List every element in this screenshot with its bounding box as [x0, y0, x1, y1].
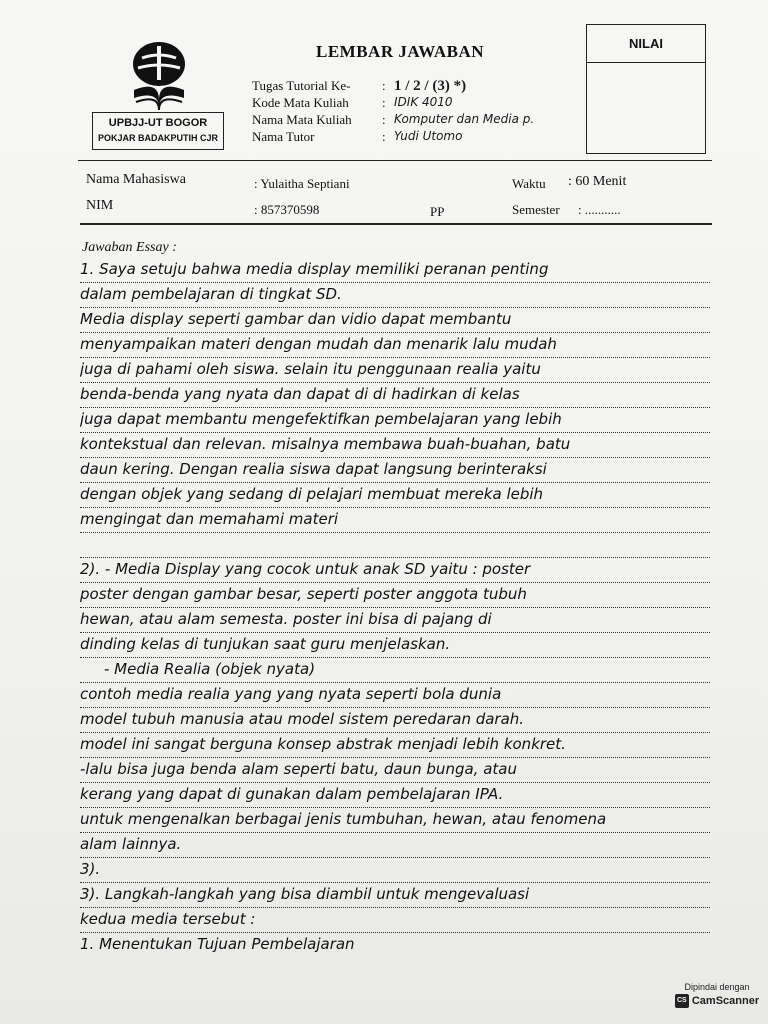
- info-label: Kode Mata Kuliah: [252, 95, 349, 110]
- answer-line: dalam pembelajaran di tingkat SD.: [80, 283, 710, 308]
- info-value: Komputer dan Media p.: [394, 112, 535, 126]
- answer-line: juga dapat membantu mengefektifkan pembelajaran yang lebih: [80, 408, 710, 433]
- camscanner-watermark: [674, 982, 760, 1014]
- student-name-label: Nama Mahasiswa: [86, 172, 186, 187]
- sheet-title: LEMBAR JAWABAN: [316, 42, 485, 61]
- answer-line: 1. Menentukan Tujuan Pembelajaran: [80, 935, 355, 953]
- student-divider: [80, 223, 712, 225]
- answer-line: -lalu bisa juga benda alam seperti batu, daun bunga, atau: [80, 758, 710, 783]
- answer-line: model tubuh manusia atau model sistem peredaran darah.: [80, 708, 710, 733]
- answer-line: - Media Realia (objek nyata): [80, 658, 710, 683]
- answer-line: model ini sangat berguna konsep abstrak menjadi lebih konkret.: [80, 733, 710, 758]
- grade-label: NILAI: [587, 25, 705, 63]
- answer-line: 2). - Media Display yang cocok untuk anak SD yaitu : poster: [80, 558, 710, 583]
- answer-line: daun kering. Dengan realia siswa dapat langsung berinteraksi: [80, 458, 710, 483]
- answer-line: benda-benda yang nyata dan dapat di di hadirkan di kelas: [80, 383, 710, 408]
- answer-line: alam lainnya.: [80, 833, 710, 858]
- header-divider: [78, 160, 712, 161]
- nim-label: NIM: [86, 198, 114, 213]
- answer-line: 1. Saya setuju bahwa media display memiliki peranan penting: [80, 258, 710, 283]
- answer-line: 3).: [80, 858, 710, 883]
- answer-line: poster dengan gambar besar, seperti poster anggota tubuh: [80, 583, 710, 608]
- answer-line: kerang yang dapat di gunakan dalam pembelajaran IPA.: [80, 783, 710, 808]
- answer-line: untuk mengenalkan berbagai jenis tumbuhan, hewan, atau fenomena: [80, 808, 710, 833]
- grade-box: [586, 24, 706, 154]
- semester-label: Semester: [512, 202, 560, 217]
- info-label: Nama Mata Kuliah: [252, 112, 352, 127]
- answer-line: kontekstual dan relevan. misalnya membawa buah-buahan, batu: [80, 433, 710, 458]
- info-value: Yudi Utomo: [394, 129, 463, 143]
- answer-line: [80, 533, 710, 558]
- scanner-caption: Dipindai dengan: [684, 982, 750, 992]
- info-label: Nama Tutor: [252, 129, 315, 144]
- answer-line: Media display seperti gambar dan vidio dapat membantu: [80, 308, 710, 333]
- pp-label: PP: [430, 204, 445, 219]
- unit-subname: POKJAR BADAKPUTIH CJR: [97, 133, 218, 143]
- nim-value: : 857370598: [254, 202, 320, 217]
- answer-line: dengan objek yang sedang di pelajari membuat mereka lebih: [80, 483, 710, 508]
- answer-sheet: UPBJJ-UT BOGOR POKJAR BADAKPUTIH CJR LEMBAR JAWABAN Tugas Tutorial Ke- : 1 / 2 / (3) *) Kode Mata Kuliah : IDIK 4010 Nama Mata Kuliah : Komputer dan Media p. Nama Tutor : Yudi Utomo NILAI Nama Mahasiswa : Yulaitha Septiani Waktu : 60 Menit NIM : 857370598 PP Semester : ........... Jawaban Essay : 1. Saya setuju bahwa media display memiliki peranan penting dalam pembelajaran di tingkat SD. Media display seperti gambar dan vidio dapat membantu menyampaikan materi dengan mudah dan menarik lalu mudah juga di pahami oleh siswa. selain itu penggunaan realia yaitu benda-benda yang nyata dan dapat di di hadirkan di kelas juga dapat membantu mengefektifkan pembelajaran yang lebih kontekstual dan relevan. misalnya membawa buah-buahan, batu daun kering. Dengan realia siswa dapat langsung berinteraksi dengan objek yang sedang di pelajari membuat mereka lebih mengingat dan memahami materi 2). - Media Display yang cocok untuk anak SD yaitu : poster poster dengan gambar besar, seperti poster anggota tubuh hewan, atau alam semesta. poster ini bisa di pajang di dinding kelas di tunjukan saat guru menjelaskan. - Media Realia (objek nyata) contoh media realia yang yang nyata seperti bola dunia model tubuh manusia atau model sistem peredaran darah. model ini sangat berguna konsep abstrak menjadi lebih konkret. -lalu bisa juga benda alam seperti batu, daun bunga, atau kerang yang dapat di gunakan dalam pembelajaran IPA. untuk mengenalkan berbagai jenis tumbuhan, hewan, atau fenomena alam lainnya. 3). 3). Langkah-langkah yang bisa diambil untuk mengevaluasi kedua media tersebut : 1. Menentukan Tujuan Pembelajaran Dipindai dengan CS CamScanner: [0, 0, 768, 1024]
- waktu-label: Waktu: [512, 176, 546, 191]
- info-value: IDIK 4010: [394, 95, 453, 109]
- answer-line: kedua media tersebut :: [80, 908, 710, 933]
- ut-logo-icon: [128, 40, 190, 112]
- scanner-name: CamScanner: [691, 995, 760, 1007]
- answer-line: menyampaikan materi dengan mudah dan menarik lalu mudah: [80, 333, 710, 358]
- student-name-value: : Yulaitha Septiani: [254, 176, 350, 191]
- answer-line: juga di pahami oleh siswa. selain itu penggunaan realia yaitu: [80, 358, 710, 383]
- answer-line: hewan, atau alam semesta. poster ini bisa di pajang di: [80, 608, 710, 633]
- unit-label-box: [92, 112, 224, 150]
- essay-heading: Jawaban Essay :: [82, 240, 177, 255]
- answer-line: contoh media realia yang yang nyata seperti bola dunia: [80, 683, 710, 708]
- camscanner-icon: CS: [675, 994, 689, 1008]
- waktu-value: : 60 Menit: [568, 174, 627, 189]
- semester-value: : ...........: [578, 202, 621, 217]
- answer-line: 3). Langkah-langkah yang bisa diambil untuk mengevaluasi: [80, 883, 710, 908]
- info-label: Tugas Tutorial Ke-: [252, 78, 351, 93]
- info-value: 1 / 2 / (3) *): [394, 78, 467, 94]
- answer-line: mengingat dan memahami materi: [80, 508, 710, 533]
- answer-line: dinding kelas di tunjukan saat guru menjelaskan.: [80, 633, 710, 658]
- unit-name: UPBJJ-UT BOGOR: [108, 117, 208, 129]
